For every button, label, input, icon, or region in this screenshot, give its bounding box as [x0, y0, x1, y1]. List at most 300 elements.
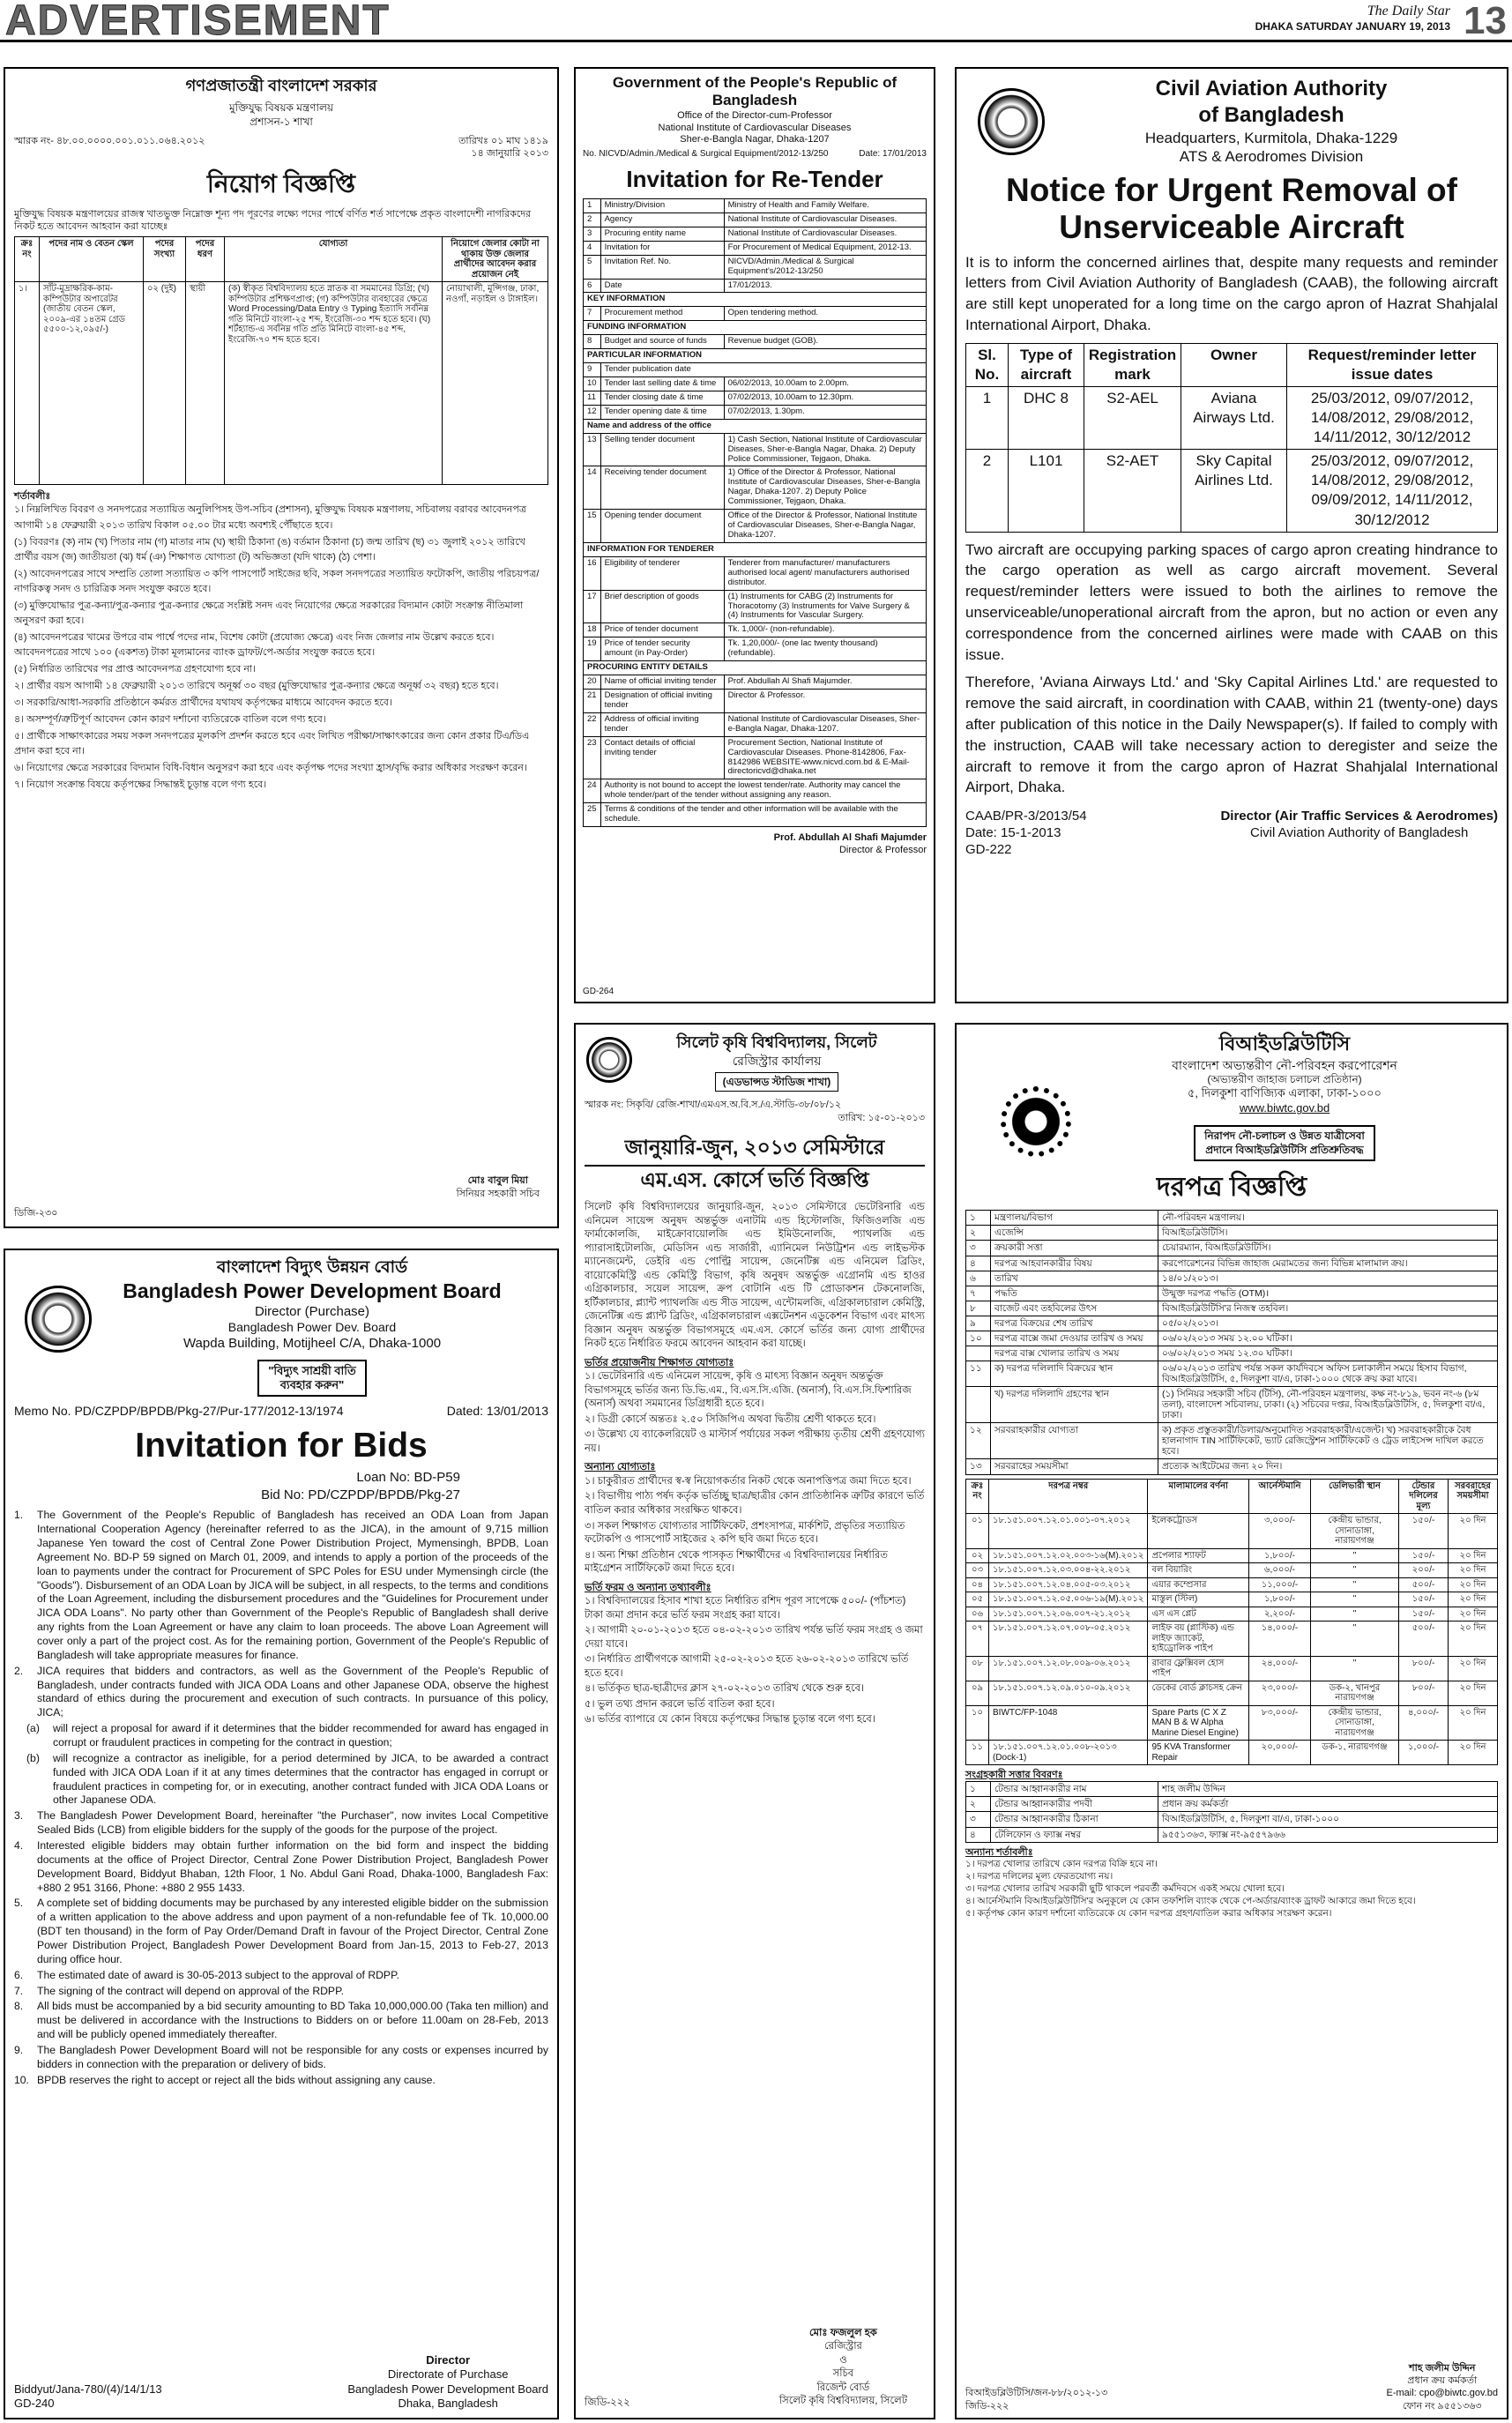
ad2-row [584, 335, 927, 349]
ad6-item-cell: " [1311, 1548, 1399, 1563]
ad6-signer-title: প্রধান ক্রয় কর্মকর্তা [1407, 2375, 1478, 2387]
ad5-signer-and: ও [839, 2354, 847, 2366]
ad5-list-item: ২। বিভাগীয় পাঠ্য পর্ষদ কর্তৃক ভর্তিচ্ছু ছাত্র/ছাত্রীর কোন প্রাতিষ্ঠানিক ত্রুটির কারণে ভর্তি বাতিল করার অধিকার সংরক্ষিত থাকবে। [585, 1491, 925, 1516]
ad6-item-cell: ২০,০০০/- [1249, 1741, 1311, 1765]
ad6-item-cell: ইলেকট্রোডস [1148, 1514, 1249, 1549]
ad5-uni: সিলেট কৃষি বিশ্ববিদ্যালয়, সিলেট [676, 1033, 877, 1051]
ad6-item-row [966, 1577, 1498, 1592]
ad2-row [584, 307, 927, 321]
ad4-code: GD-240 [14, 2396, 55, 2410]
ad6-col: টেন্ডার দলিলের মূল্য [1399, 1479, 1449, 1514]
ad2-row [584, 293, 927, 307]
paper-name: The Daily Star [1367, 4, 1450, 19]
ad4-item-num: (a) [26, 1722, 40, 1735]
ad3-table [965, 343, 1498, 533]
ad6-col: আর্নেস্টমানি [1249, 1479, 1311, 1514]
ad6-item-cell: ৫০০/- [1399, 1622, 1449, 1657]
ad4-item [14, 1839, 548, 1895]
ad6-item-cell: বল বিয়ারিং [1148, 1563, 1249, 1578]
ad2-cell: 11 [584, 391, 601, 405]
ad2-cell: 1) Office of the Director & Professor, National Institute of Cardiovascular Diseases, Sher-e-Bangla Nagar, Dhaka-1207. 2) Deputy Police Commissioner, Tejgaon, Dhaka. [724, 466, 926, 510]
sau-logo-icon [586, 1037, 632, 1083]
ad6-info-cell: নৌ-পরিবহন মন্ত্রণালয়। [1158, 1211, 1498, 1226]
ad6-item-row [966, 1563, 1498, 1578]
ad6-slogan2: প্রদানে বিআইডব্লিউটিসি প্রতিশ্রুতিবদ্ধ [1205, 1143, 1364, 1156]
ad2-section-head: PARTICULAR INFORMATION [584, 349, 927, 363]
ad6-info-cell: ০৬/০২/২০১৩ তারিখ পর্যন্ত সকল কার্যদিবসে অফিস চলাকালীন সময়ে হিসাব বিভাগ, বিআইডব্লিউটিসি, ৫, দিলকুশা বা/এ, ঢাকা-১০০০ থেকে ক্রয় করা যাবে। [1158, 1361, 1498, 1386]
ad5-list-item: ১। চাকুরীরত প্রার্থীদের স্ব-স্ব নিয়োগকর্তার নিকট থেকে অনাপত্তিপত্র জমা দিতে হবে। [585, 1475, 912, 1487]
ad2-row [584, 712, 927, 736]
ad1-cell: ০২ (দুই) [144, 282, 186, 485]
ad6-info-cell: ১৩ [966, 1459, 991, 1474]
ad4-slogan [257, 1360, 367, 1398]
ad2-row [584, 433, 927, 466]
ad3-signer-org: Civil Aviation Authority of Bangladesh [1250, 824, 1469, 840]
ad6-item-cell: ১০ [966, 1705, 989, 1741]
ad3-col: Request/reminder letter issue dates [1287, 343, 1498, 386]
ad4-item-text: will reject a proposal for award if it determines that the bidder recommended for award has engaged in corrupt or fraudulent practices in competing for the contract in question; [53, 1722, 548, 1748]
ad4-item-text: The Bangladesh Power Development Board, hereinafter "the Purchaser", now invites Local Competitive Sealed Bids (LCB) from eligible bidders for the supply of the goods for the purpose of the project. [37, 1809, 548, 1837]
ad1-col: পদের সংখ্যা [144, 237, 186, 282]
ad6-item-cell: " [1311, 1607, 1399, 1622]
ad2-row [584, 241, 927, 255]
ad5-list-item: ১। বিশ্ববিদ্যালয়ের হিসাব শাখা হতে নির্ধারিত রশিদ পূরণ সাপেক্ষে ৫০০/- (পাঁচশত) টাকা জমা প্রদান করে ভর্তি ফরম সংগ্রহ করা যাবে। [585, 1596, 906, 1621]
ad6-info-row [966, 1387, 1498, 1423]
ad2-row [584, 227, 927, 241]
ad5-list-item: ৪। ভর্তিকৃত ছাত্র-ছাত্রীদের ক্লাস ২৭-০২-২০১৩ তারিখ থেকে শুরু হবে। [585, 1683, 865, 1695]
ad4-item-text: JICA requires that bidders and contractors, as well as the Government of the People's Republic of Bangladesh, under contracts funded with JICA ODA Loans and other Japanese ODA, observe the highest standard of ethics during the procurement and execution of such contracts. In pursuance of this policy, JICA; [37, 1664, 548, 1719]
ad6-term: ১। দরপত্র খোলার তারিখে কোন দরপত্র বিক্রি হবে না। [965, 1858, 1158, 1869]
ad3-heading [965, 172, 1498, 247]
ad6-info-cell: চেয়ারম্যান, বিআইডব্লিউটিসি। [1158, 1241, 1498, 1256]
ad1-col: নিয়োগে জেলার কোটা না থাকায় উক্ত জেলার প্রার্থীদের আবেদন করার প্রয়োজন নেই [443, 237, 548, 282]
ad6-term: ২। দরপত্র দলিলের মূল্য ফেরতযোগ্য নয়। [965, 1870, 1114, 1882]
ad4-item-num: 5. [14, 1897, 24, 1910]
ad4-item [14, 1509, 548, 1662]
ad6-item-row [966, 1656, 1498, 1681]
ad4-item-num: 9. [14, 2044, 24, 2057]
ad4-dept2: Bangladesh Power Dev. Board [227, 1320, 397, 1335]
ad6-item-cell: ০৬ [966, 1607, 989, 1622]
ad6-info-cell: ৯ [966, 1316, 991, 1331]
ad6-item-cell: ডক-২, খানপুর নারায়ণগঞ্জ [1311, 1681, 1399, 1705]
ad4-signer: Director [426, 2353, 471, 2367]
ad4-item-text: The Government of the People's Republic of Bangladesh has received an ODA Loan from Japan International Cooperation Agency (hereinafter referred to as the JICA), in the amount of 9,715 million Japanese Yen toward the cost of Central Zone Power Distribution Project, Mymensingh, BPDB, Loan Agreement No. BD-P 59 signed on March 01, 2009, and intends to apply a portion of the proceeds of the loan to payments under the contract for Procurement of SPC Poles for ESU under Mymensingh circle (the "Goods"). Disbursement of an ODA Loan by JICA will be subject, in all respects, to the terms and conditions of the Loan Agreement, including the disbursement procedures and the "Guidelines for Procurement under JICA ODA Loans". No party other than Government of the People's Republic of Bangladesh shall derive any rights from the Loan Agreement or have any claim to loan proceeds. The above Loan Agreement will cover only a part of the project cost. As for the remaining portion, Government of the People's Republic of Bangladesh will take appropriate measures for finance. [37, 1509, 548, 1661]
ad2-cell: Office of the Director & Professor, National Institute of Cardiovascular Diseases, Sher-e-Bangla Nagar, Dhaka-1207. [724, 510, 926, 543]
ad6-item-cell: ৫০০/- [1399, 1577, 1449, 1592]
ad2-cell: Procurement method [600, 307, 724, 321]
ad6-term: ৪। আর্নেস্টমানি বিআইডব্লিউটিসি'র অনুকূলে যে কোন তফশিলি ব্যাংক থেকে পে-অর্ডার/ব্যাংক ড্রাফট আকারে জমা দিতে হবে। [965, 1896, 1416, 1907]
ad6-contact-row [966, 1827, 1498, 1842]
ad2-cell: Brief description of goods [600, 590, 724, 623]
ad6-item-cell: BIWTC/FP-1048 [989, 1705, 1148, 1741]
ad6-info-row [966, 1361, 1498, 1386]
ad3-p1: It is to inform the concerned airlines that, despite many requests and reminder letters from Civil Aviation Authority of Bangladesh (CAAB), the following aircraft are still kept unoperated for a long time on the cargo apron of Hazrat Shahjalal International Airport, Dhaka. [965, 253, 1498, 333]
ad4-item-text: The Bangladesh Power Development Board will not be responsible for any costs or expenses incurred by bidders in connection with the preparation or delivery of bids. [37, 2044, 548, 2070]
ad6-item-cell: ১৮.১৫১.০০৭.১২.০৬.০০৭-২১.২০১২ [989, 1607, 1148, 1622]
ad-recruitment [4, 67, 559, 1228]
ad4-item [14, 2000, 548, 2042]
ad4-item [14, 1722, 548, 1750]
ad6-info-cell: বিআইডব্লিউটিসি'র নিজস্ব তহবিল। [1158, 1301, 1498, 1316]
ad6-item-cell: ২০ দিন [1449, 1622, 1498, 1657]
ad5-memo: স্মারক নং: সিকৃবি/ রেজি-শাখা/এমএস.অ.বি.স./এ.স্টাডি-৩৮/০৮/১২ [585, 1100, 842, 1111]
ad5-office: রেজিস্ট্রার কার্যালয় [732, 1054, 822, 1069]
ad1-condition: ৬। নিয়োগের ক্ষেত্রে সরকারের বিদ্যমান বিধি-বিধান অনুসরণ করা হবে এবং কর্তৃপক্ষ পদের সংখ্যা হ্রাস/বৃদ্ধি করার অধিকার সংরক্ষণ করেন। [14, 763, 527, 774]
ad4-memo: Memo No. PD/CZPDP/BPDB/Pkg-27/Pur-177/2012-13/1974 [14, 1404, 344, 1418]
ad6-item-cell: ১৮.১৫১.০০৭.১২.০৮.০০৯-০৬.২০১২ [989, 1656, 1148, 1681]
ad2-row [584, 542, 927, 556]
ad6-item-cell: ১৮.১৫১.০০৭.১২.০৭.০০৮-০৫.২০১২ [989, 1622, 1148, 1657]
ad1-condition: (২) আবেদনপত্রের সাথে সম্প্রতি তোলা সত্যায়িত ৩ কপি পাসপোর্ট সাইজের ছবি, সকল সনদপত্রের সত্যায়িত ফটোকপি, জাতীয় পরিচয়পত্র/নাগরিকত্ব সনদ ও চারিত্রিক সনদ সংযুক্ত করতে হবে। [14, 568, 540, 594]
ad2-cell: Procurement Section, National Institute of Cardiovascular Diseases. Phone-8142806, Fax-8142986 WEBSITE-www.nicvd.com.bd & E-Mail-directoricvd@dhaka.net [724, 736, 926, 779]
ad2-row [584, 377, 927, 391]
ad5-date: তারিখ: ১৫-০১-২০১৩ [838, 1113, 925, 1124]
ad6-slogan [1194, 1125, 1375, 1161]
ad6-web[interactable]: www.biwtc.gov.bd [1239, 1101, 1330, 1115]
ad4-name: Bangladesh Power Development Board [123, 1279, 502, 1302]
ad4-item-num: 7. [14, 1984, 24, 1997]
ad6-item-cell: ০১ [966, 1514, 989, 1549]
ad2-row [584, 279, 927, 293]
ad5-list-item: ২। ডিগ্রী কোর্সে অন্ততঃ ২.৫০ সিজিপিএ অথবা দ্বিতীয় শ্রেণী থাকতে হবে। [585, 1413, 876, 1425]
ad6-item-cell: ০৪ [966, 1577, 989, 1592]
ad6-col: ডেলিভারী স্থান [1311, 1479, 1399, 1514]
ad5-signer-uni: সিলেট কৃষি বিশ্ববিদ্যালয়, সিলেট [778, 2396, 907, 2407]
ad6-item-cell: ১,৮০০/- [1249, 1548, 1311, 1563]
ad2-cell: Address of official inviting tender [600, 712, 724, 736]
ad6-info-cell: এজেন্সি [991, 1226, 1158, 1241]
ad4-item-num: 4. [14, 1839, 24, 1853]
ad6-info-cell: ক্রয়কারী সত্তা [991, 1241, 1158, 1256]
ad1-cell: স্থায়ী [186, 282, 225, 485]
ad6-item-cell: ২০ দিন [1449, 1705, 1498, 1741]
ad6-item-cell: ১৫০/- [1399, 1592, 1449, 1607]
ad2-cell: 9 [584, 363, 601, 377]
ad2-row [584, 556, 927, 590]
ad2-cell: Date [600, 279, 724, 293]
ad5-list-item: ৬। ভর্তির ব্যাপারে যে কোন বিষয়ে কর্তৃপক্ষের সিদ্ধান্ত চূড়ান্ত বলে গণ্য হবে। [585, 1714, 875, 1726]
ad-caab-notice [955, 67, 1508, 1003]
ad2-cell: 3 [584, 227, 601, 241]
ad1-table [14, 236, 548, 485]
ad6-item-cell: ১৫০/- [1399, 1548, 1449, 1563]
ad1-cell: সাঁট-মুদ্রাক্ষরিক-কাম-কম্পিউটার অপারেটর (জাতীয় বেতন স্কেল, ২০০৯-এর ১৪তম গ্রেড ৫৫০০-১২,০৯৫/-) [40, 282, 144, 485]
ad1-condition: ২। প্রার্থীর বয়স আগামী ১৪ ফেব্রুয়ারী ২০১৩ তারিখে অনূর্ধ্ব ৩০ বছর (মুক্তিযোদ্ধার পুত্র-কন্যার ক্ষেত্রে অনূর্ধ্ব ৩২ বছর) হতে হবে। [14, 680, 499, 691]
ad6-term: ৩। দরপত্র খোলার তারিখ সরকারী ছুটি থাকলে পরবর্তী কর্মদিবসে একই সময়ে খোলা হবে। [965, 1883, 1285, 1894]
ad1-memo: স্মারক নং- ৪৮.০০.০০০০.০০১.০১১.০৬৪.২০১২ [14, 135, 205, 146]
ad6-sub: (অভ্যন্তরীণ জাহাজ চলাচল প্রতিষ্ঠান) [1207, 1072, 1362, 1085]
ad6-item-row [966, 1705, 1498, 1741]
ad6-info-cell: মন্ত্রণালয়/বিভাগ [991, 1211, 1158, 1226]
ad6-name: বিআইডব্লিউটিসি [1218, 1033, 1351, 1055]
ad6-full: বাংলাদেশ অভ্যন্তরীণ নৌ-পরিবহন করপোরেশন [1172, 1057, 1397, 1072]
ad6-ref: বিআইডব্লিউটিসি/জন-৮৮/২০১২-১৩ [965, 2388, 1108, 2399]
ad6-col: দরপত্র নম্বর [989, 1479, 1148, 1514]
ad1-condition: (৫) নির্ধারিত তারিখের পর প্রাপ্ত আবেদনপত্র গ্রহণযোগ্য হবে না। [14, 663, 257, 675]
ad2-office: Office of the Director-cum-Professor [677, 109, 832, 121]
ad4-item-text: BPDB reserves the right to accept or reject all the bids without assigning any cause. [37, 2073, 436, 2086]
ad6-item-cell: ১৮.১৫১.০০৭.১২.০৪.০০৫-০৩.২০১২ [989, 1577, 1148, 1592]
bpdb-logo-icon [25, 1286, 92, 1353]
ad6-item-cell: ১,০০০/- [1399, 1741, 1449, 1765]
ad2-row [584, 510, 927, 543]
ad6-info-row [966, 1211, 1498, 1226]
ad5-code: জিডি-২২২ [585, 2397, 630, 2409]
ad2-row [584, 391, 927, 405]
ad6-contact-cell: টেন্ডার আহ্বানকারীর পদবী [991, 1797, 1158, 1812]
ad2-cell: Receiving tender document [600, 466, 724, 510]
ad4-item-num: 1. [14, 1509, 24, 1522]
ad6-item-cell: ১৮.১৫১.০০৭.১২.০৩.০০৪-২২.২০১২ [989, 1563, 1148, 1578]
ad2-cell: 25 [584, 803, 601, 827]
ad6-item-cell: ২৪,০০০/- [1249, 1656, 1311, 1681]
ad6-info-cell: (১) সিনিয়র সহকারী সচিব (টিসি), নৌ-পরিবহন মন্ত্রণালয়, কক্ষ নং-৮১৯, ভবন নং-৬ (৮ম তলা), বাংলাদেশ সচিবালয়, ঢাকা। (২) সচিবের দপ্তর, বিআইডব্লিউটিসি, ৫, দিলকুশা বা/এ, ঢাকা। [1158, 1387, 1498, 1423]
ad6-item-cell: ২,২০০/- [1249, 1607, 1311, 1622]
ad4-item [14, 2044, 548, 2072]
ad6-info-cell: প্রত্যেক আইটেমের জন্য ২০ দিন। [1158, 1459, 1498, 1474]
ad2-cell: 17 [584, 590, 601, 623]
ad6-info-row [966, 1256, 1498, 1271]
ad6-item-cell: ২০ দিন [1449, 1577, 1498, 1592]
ad6-item-row [966, 1548, 1498, 1563]
ad6-info-cell: ১০ [966, 1331, 991, 1346]
ad6-item-cell: ২৩,০০০/- [1249, 1681, 1311, 1705]
ad2-cell: 07/02/2013, 10.00am to 12.30pm. [724, 391, 926, 405]
ad6-item-row [966, 1607, 1498, 1622]
ad1-col: যোগ্যতা [225, 237, 443, 282]
ad5-signer: মোঃ ফজলুল হক [809, 2327, 877, 2338]
ad4-item-num: 8. [14, 2000, 24, 2013]
ad1-condition: ৩। সরকারি/আধা-সরকারি প্রতিষ্ঠানে কর্মরত প্রার্থীদের যথাযথ কর্তৃপক্ষের মাধ্যমে আবেদন করতে হবে। [14, 697, 392, 709]
ad6-item-cell: ২০ দিন [1449, 1548, 1498, 1563]
ad6-info-cell: তারিখ [991, 1271, 1158, 1286]
ad2-row [584, 736, 927, 779]
ad4-loan: Loan No: BD-P59 [356, 1470, 460, 1486]
ad2-cell: 14 [584, 466, 601, 510]
ad2-row [584, 779, 927, 803]
ad2-section-head: FUNDING INFORMATION [584, 321, 927, 335]
ad6-item-cell: Spare Parts (C X Z MAN B & W Alpha Marine Diesel Engine) [1148, 1705, 1249, 1741]
ad5-list-item: ২। আগামী ২০-০১-২০১৩ হতে ০৪-০২-২০১৩ তারিখ পর্যন্ত ভর্তি ফরম সংগ্রহ ও জমা দেয়া যাবে। [585, 1625, 923, 1650]
ad2-section-head: PROCURING ENTITY DETAILS [584, 661, 927, 675]
ad6-item-cell: " [1311, 1622, 1399, 1657]
ad5-s3-list [585, 1595, 925, 1727]
ad4-item [14, 1985, 548, 1999]
ad4-ref: Biddyut/Jana-780/(4)/14/1/13 [14, 2382, 162, 2396]
ad6-info-cell: পদ্ধতি [991, 1286, 1158, 1301]
ad4-item-text: The estimated date of award is 30-05-2013 subject to the approval of RDPP. [37, 1968, 400, 1981]
ad6-item-cell: কেন্দ্রীয় ভান্ডার, সোনাডাঙ্গা, নারায়ণগঞ্জ [1311, 1514, 1399, 1549]
ad4-item-text: A complete set of bidding documents may be purchased by any interested eligible bidder on the submission of a written application to the above address and upon payment of a non-refundable fee of Tk. 10,000.00 (BDT ten thousand) in the form of Pay Order/Demand Draft in favour of the Project Director, Central Zone Power Distribution Project, Bangladesh Power Development Board from Jan-15, 2013 to Feb-27, 2013 during office hour. [37, 1897, 548, 1965]
ad6-item-cell: " [1311, 1592, 1399, 1607]
ad1-condition: (৩) মুক্তিযোদ্ধার পুত্র-কন্যা/পুত্র-কন্যার পুত্র-কন্যার ক্ষেত্রে সংশ্লিষ্ট সনদ এবং নিয়োগের ক্ষেত্রে সরকারের বিদ্যমান কোটা সংক্রান্ত নীতিমালা অনুসরণ করা হবে। [14, 600, 524, 626]
ad6-item-cell: ০৮ [966, 1656, 989, 1681]
ad6-info-row [966, 1459, 1498, 1474]
ad6-contact-row [966, 1782, 1498, 1797]
ad6-info-cell: দরপত্র বাক্স খোলার তারিখ ও সময় [991, 1346, 1158, 1361]
ad1-condition: ৪। অসম্পূর্ণ/ত্রুটিপূর্ণ আবেদন কোন কারণ দর্শানো ব্যতিরেকে বাতিল বলে গণ্য হবে। [14, 714, 326, 726]
ad6-item-cell: ২০ দিন [1449, 1563, 1498, 1578]
ad1-signer: মোঃ বাবুল মিয়া [467, 1175, 528, 1187]
ad2-cell: 06/02/2013, 10.00am to 2.00pm. [724, 377, 926, 391]
ad4-item [14, 1809, 548, 1838]
ad2-row [584, 199, 927, 213]
ad6-contact-cell: টেলিফোন ও ফ্যাক্স নম্বর [991, 1827, 1158, 1842]
ad2-cell: Tender opening date & time [600, 405, 724, 419]
ad1-col: ক্রঃ নং [15, 237, 40, 282]
ad2-row [584, 623, 927, 637]
ad6-item-cell: মাস্তুল (স্টিল) [1148, 1592, 1249, 1607]
ad2-cell: Terms & conditions of the tender and other information will be available with the schedule. [600, 803, 926, 827]
ad6-contact-row [966, 1812, 1498, 1827]
ad3-col: Owner [1181, 343, 1287, 386]
ad3-cell: 2 [966, 450, 1009, 532]
ad6-term: ৫। কর্তৃপক্ষ কোন কারণ দর্শানো ব্যতিরেকে যে কোন দরপত্র গ্রহণ/বাতিল করার অধিকার সংরক্ষণ করেন। [965, 1908, 1332, 1920]
ad6-item-cell: রাবার ফ্লেক্সিবল হোস পাইপ [1148, 1656, 1249, 1681]
ad6-info-row [966, 1301, 1498, 1316]
ad6-item-cell: ০৫ [966, 1592, 989, 1607]
ad6-contact-title: সংগ্রহকারী সত্তার বিবরণঃ [965, 1770, 1063, 1781]
page-header [0, 0, 1512, 42]
ad6-item-cell: ১৮.১৫১.০০৭.১২.০২.০০৩-১৬(M).২০১২ [989, 1548, 1148, 1563]
ad3-cell: 1 [966, 386, 1009, 449]
ad1-condition: ৭। নিয়োগ সংক্রান্ত বিষয়ে কর্তৃপক্ষের সিদ্ধান্তই চূড়ান্ত বলে গণ্য হবে। [14, 779, 267, 791]
ad6-item-cell: ০৯ [966, 1681, 989, 1705]
ad5-sub: (এডভান্সড স্টাডিজ শাখা) [715, 1072, 839, 1092]
ad6-item-cell: ১৮.১৫১.০০৭.১২.০৯.০১০-০৯.২০১২ [989, 1681, 1148, 1705]
ad6-info-cell: ০৫/০২/২০১৩। [1158, 1316, 1498, 1331]
ad6-item-cell: কেন্দ্রীয় ভান্ডার, সোনাডাঙ্গা, নারায়ণগঞ্জ [1311, 1705, 1399, 1741]
ad2-row [584, 363, 927, 377]
ad6-info-cell: খ) দরপত্র দলিলাদি গ্রহণের স্থান [991, 1387, 1158, 1423]
ad3-footer [965, 809, 1498, 858]
ad6-info-cell: ১ [966, 1211, 991, 1226]
ad6-contact-table [965, 1781, 1498, 1842]
ad4-item-num: 2. [14, 1664, 24, 1677]
ad4-bn-name: বাংলাদেশ বিদ্যুৎ উন্নয়ন বোর্ড [216, 1258, 408, 1277]
ad1-date: তারিখঃ ০১ মাঘ ১৪১৯ [458, 135, 548, 146]
ad6-contact-cell: টেন্ডার আহ্বানকারীর নাম [991, 1782, 1158, 1797]
ad6-item-cell: ৮৩,০০০/- [1249, 1705, 1311, 1741]
ad-retender [574, 67, 935, 1003]
ad2-cell: 20 [584, 675, 601, 690]
ad2-signer-title: Director & Professor [838, 844, 927, 855]
ad2-cell: Eligibility of tenderer [600, 556, 724, 590]
ad2-cell: 1) Cash Section, National Institute of Cardiovascular Diseases, Sher-e-Bangla Nagar, Dhaka. 2) Deputy Police Commissioner, Tejgaon, Dhaka. [724, 433, 926, 466]
ad2-cell: 7 [584, 307, 601, 321]
ad6-item-cell: ০৩ [966, 1563, 989, 1578]
ad3-ref: CAAB/PR-3/2013/54 [965, 809, 1087, 824]
ad3-cell: 25/03/2012, 09/07/2012, 14/08/2012, 29/08/2012, 09/09/2012, 14/11/2012, 30/12/2012 [1287, 450, 1498, 532]
ad2-cell: 21 [584, 689, 601, 712]
ad6-item-cell: ২০ দিন [1449, 1607, 1498, 1622]
ad6-item-cell: ১,৮০০/- [1249, 1592, 1311, 1607]
ad1-conditions [14, 503, 548, 793]
ad6-contact-cell: ৪ [966, 1827, 991, 1842]
ad1-date-en: ১৪ জানুয়ারি ২০১৩ [471, 147, 548, 159]
ad6-info-cell [966, 1387, 991, 1423]
ad4-signer3: Bangladesh Power Development Board [347, 2382, 548, 2396]
ad2-cell: 1 [584, 199, 601, 213]
ad2-cell: Price of tender security amount (in Pay-Order) [600, 637, 724, 661]
ad5-s1: ভর্তির প্রয়োজনীয় শিক্ষাগত যোগ্যতাঃ [585, 1357, 734, 1368]
ad2-cell: Selling tender document [600, 433, 724, 466]
ad6-contact-cell: শাহ জলীম উদ্দিন [1158, 1782, 1498, 1797]
ad4-item-text: All bids must be accompanied by a bid security amounting to BD Taka 10,000,000.00 (Taka ten million) and must be delivered in accordance with the Instructions to Bidders on or before 11.00am on 28-Feb, 2013 and will be publicly opened immediately thereafter. [37, 2000, 548, 2041]
ad4-signer4: Dhaka, Bangladesh [398, 2396, 498, 2410]
ad2-cell: 23 [584, 736, 601, 779]
ad4-item-num: 3. [14, 1809, 24, 1823]
ad5-list-item: ১। ভেটেরিনারি এন্ড এনিমেল সায়েন্স, কৃষি ও মাৎস্য বিজ্ঞান অনুষদ অন্তর্ভুক্ত বিভাগসমূহে ভর্তির জন্য ডি.ভি.এম., বি.এস.সি.এজি. (অনার্স), বি.এস.সি.ফিশারিজ (অনার্স) অথবা সমমানের ডিগ্রিধারী হতে হবে। [585, 1371, 912, 1410]
ad5-list-item: ৩। সকল শিক্ষাগত যোগ্যতার সার্টিফিকেট, প্রশংসাপত্র, মার্কশিট, প্রভৃতির সত্যায়িত ফটোকপি ও পাসপোর্ট সাইজের ২ কপি ছবি জমা দিতে হবে। [585, 1520, 905, 1546]
ad6-info-row [966, 1226, 1498, 1241]
ad6-info-cell: ১৪/০১/২০১৩। [1158, 1271, 1498, 1286]
ad6-item-cell: ২০ দিন [1449, 1741, 1498, 1765]
ad6-footer [965, 2362, 1498, 2412]
ad6-info-cell: ২ [966, 1226, 991, 1241]
ad6-info-row [966, 1271, 1498, 1286]
ad6-item-cell: ১৪,০০০/- [1249, 1622, 1311, 1657]
ad6-info-cell: ৮ [966, 1301, 991, 1316]
ad1-condition: ১। নিম্নলিখিত বিবরণ ও সনদপত্রের সত্যায়িত অনুলিপিসহ উপ-সচিব (প্রশাসন), মুক্তিযুদ্ধ বিষয়ক মন্ত্রণালয়, সচিবালয় বরাবর আবেদনপত্র আগামী ১৪ ফেব্রুয়ারী ২০১৩ তারিখ বিকাল ০৫.০০ টার মধ্যে অবশ্যই পৌঁছাতে হবে। [14, 504, 526, 531]
ad6-info-cell: বিআইডব্লিউটিসি। [1158, 1226, 1498, 1241]
ad6-phone: ফোন নং ৯৫৫১৩৬৩ [1402, 2400, 1482, 2412]
ad2-memo-line [583, 149, 927, 160]
ad5-signer-title: রেজিস্ট্রার [823, 2341, 862, 2352]
page-number: 13 [1464, 0, 1507, 42]
ad6-item-cell: ২০ দিন [1449, 1656, 1498, 1681]
ad6-info-row [966, 1316, 1498, 1331]
ad-bpdb-bids [4, 1249, 559, 2419]
ad2-section-head: KEY INFORMATION [584, 293, 927, 307]
ad6-contact-cell: প্রধান ক্রয় কর্মকর্তা [1158, 1797, 1498, 1812]
ad3-signer: Director (Air Traffic Services & Aerodromes) [1220, 809, 1498, 824]
ad3-col: Sl. No. [966, 343, 1009, 386]
ad6-items-table [965, 1479, 1498, 1766]
ad2-inst: National Institute of Cardiovascular Diseases [658, 122, 852, 133]
ad2-cell: Invitation for [600, 241, 724, 255]
ad6-contact-cell: বিআইডব্লিউটিসি, ৫, দিলকুশা বা/এ, ঢাকা-১০০০ [1158, 1812, 1498, 1827]
ad6-item-cell: ১১ [966, 1741, 989, 1765]
ad6-info-row [966, 1286, 1498, 1301]
ad2-cell: Tender last selling date & time [600, 377, 724, 391]
ad6-info-cell [966, 1346, 991, 1361]
ad2-cell: Ministry/Division [600, 199, 724, 213]
ad4-item-num: 10. [14, 2073, 29, 2086]
ad2-cell: Tender publication date [600, 363, 926, 377]
ad6-item-cell: প্রপেলার শ্যাফট [1148, 1548, 1249, 1563]
ad6-info-cell: ১২ [966, 1423, 991, 1459]
ad2-cell: National Institute of Cardiovascular Diseases, Sher-e-Bangla Nagar, Dhaka-1207. [724, 712, 926, 736]
ad2-row [584, 349, 927, 363]
ad6-col: মালামালের বর্ণনা [1148, 1479, 1249, 1514]
ad2-memo: No. NICVD/Admin./Medical & Surgical Equipment/2012-13/250 [583, 149, 829, 160]
ad-biwtc-tender [955, 1023, 1508, 2419]
ad6-info-cell: ক) দরপত্র দলিলাদি বিক্রয়ের স্থান [991, 1361, 1158, 1386]
ad6-info-row [966, 1346, 1498, 1361]
ad2-cell: (1) Instruments for CABG (2) Instruments for Thoracotomy (3) Instruments for Valve Surgery & (4) Instruments for Vascular Surgery. [724, 590, 926, 623]
ad6-col: ক্রঃ নং [966, 1479, 989, 1514]
ad3-cell: S2-AEL [1084, 386, 1181, 449]
ad3-cell: S2-AET [1084, 450, 1181, 532]
ad6-contact-row [966, 1797, 1498, 1812]
ad1-heading: নিয়োগ বিজ্ঞপ্তি [206, 170, 356, 198]
ad6-item-cell: ১৮.১৫১.০০৭.১২.০৫.০০৬-১৯(M).২০১২ [989, 1592, 1148, 1607]
ad6-contact-cell: ১ [966, 1782, 991, 1797]
ad2-cell: 5 [584, 255, 601, 279]
ad6-item-cell: ২০০/- [1399, 1563, 1449, 1578]
